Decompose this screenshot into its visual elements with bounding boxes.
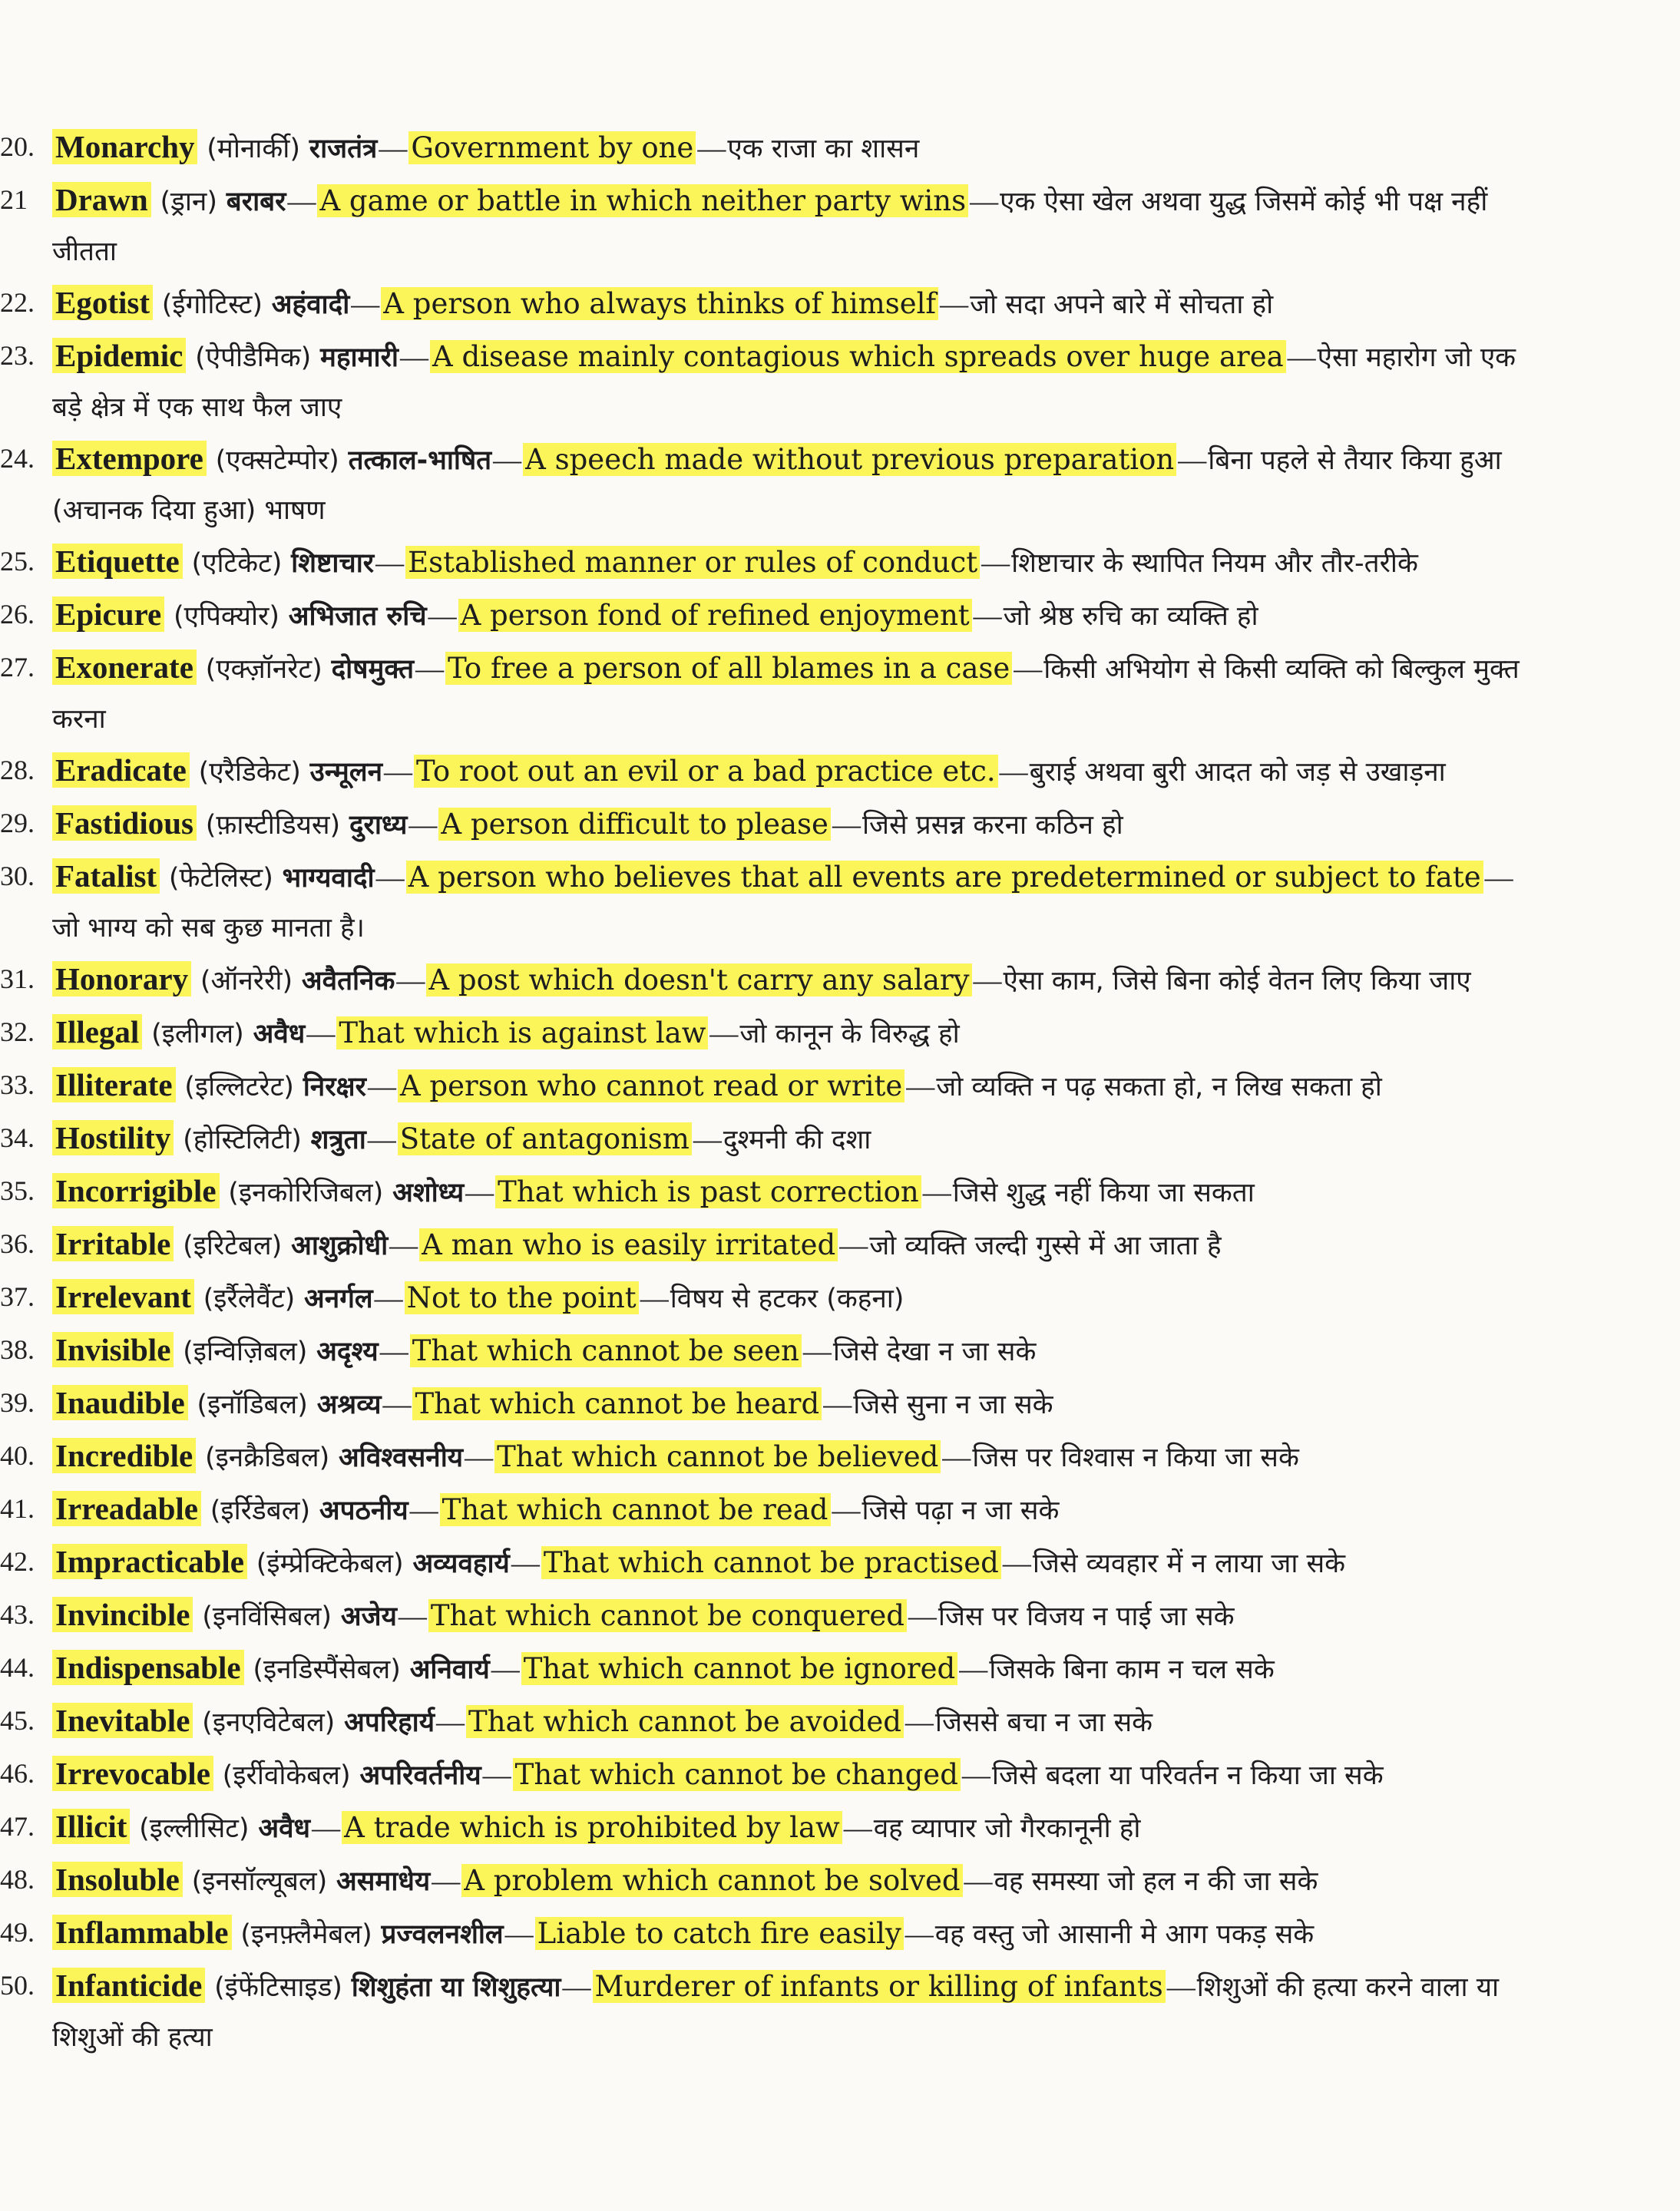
vocabulary-entry xyxy=(0,955,1534,1006)
hindi-term: अवैतनिक xyxy=(301,966,395,996)
pronunciation: (एक्ज़ॉनरेट) xyxy=(205,654,322,685)
separator-dash: — xyxy=(504,1919,534,1950)
english-meaning: Established manner or rules of conduct xyxy=(405,546,980,579)
pronunciation: (इनफ़्लैमेबल) xyxy=(240,1919,372,1950)
vocabulary-entry xyxy=(0,1114,1534,1165)
english-meaning: That which is past correction xyxy=(495,1175,921,1208)
pronunciation: (ऑनरेरी) xyxy=(200,966,293,996)
hindi-meaning: ऐसा महारोग जो एक बड़े क्षेत्र में एक साथ फैल जाए xyxy=(52,342,1516,423)
english-word: Irrevocable xyxy=(52,1756,213,1791)
english-word: Impracticable xyxy=(52,1544,247,1579)
english-meaning: That which cannot be changed xyxy=(513,1758,961,1791)
separator-dash: — xyxy=(697,133,726,164)
entry-number: 40. xyxy=(0,1440,35,1471)
separator-dash: — xyxy=(379,1336,408,1367)
hindi-term: अहंवादी xyxy=(271,289,350,320)
pronunciation: (इनक्रैडिबल) xyxy=(204,1443,330,1473)
hindi-meaning: एक राजा का शासन xyxy=(727,134,920,164)
entry-number: 25. xyxy=(0,546,35,577)
hindi-term: अश्रव्य xyxy=(316,1390,382,1420)
separator-dash: — xyxy=(396,965,425,996)
separator-dash: — xyxy=(1484,862,1513,894)
english-word: Eradicate xyxy=(52,752,190,788)
hindi-term: तत्काल-भाषित xyxy=(348,445,492,476)
english-word: Infanticide xyxy=(52,1968,205,2003)
english-meaning: That which cannot be avoided xyxy=(466,1705,904,1738)
pronunciation: (इल्लिटरेट) xyxy=(184,1072,294,1102)
entry-number: 31. xyxy=(0,963,35,994)
entry-number: 45. xyxy=(0,1705,35,1736)
separator-dash: — xyxy=(961,1760,990,1791)
pronunciation: (इरिटेबल) xyxy=(183,1231,283,1261)
pronunciation: (एपिक्योर) xyxy=(173,601,279,632)
separator-dash: — xyxy=(415,653,445,685)
vocabulary-entry xyxy=(0,746,1534,797)
hindi-term: शिशुहंता या शिशुहत्या xyxy=(351,1972,561,2003)
separator-dash: — xyxy=(432,1866,461,1897)
hindi-term: भाग्यवादी xyxy=(282,863,375,894)
pronunciation: (इनएविटेबल) xyxy=(202,1707,336,1738)
separator-dash: — xyxy=(832,1495,861,1526)
hindi-term: उन्मूलन xyxy=(309,757,383,788)
english-meaning: That which is against law xyxy=(336,1016,708,1049)
entry-number: 47. xyxy=(0,1811,35,1842)
vocabulary-entry xyxy=(0,1538,1534,1588)
english-word: Etiquette xyxy=(52,544,183,579)
hindi-term: बराबर xyxy=(226,187,286,217)
hindi-term: शिष्टाचार xyxy=(291,548,375,579)
separator-dash: — xyxy=(511,1548,540,1579)
separator-dash: — xyxy=(906,1071,935,1102)
english-meaning: To free a person of all blames in a case xyxy=(445,652,1012,685)
pronunciation: (इंम्प्रेक्टिकेबल) xyxy=(256,1548,404,1579)
hindi-meaning: जिसे व्यवहार में न लाया जा सके xyxy=(1032,1548,1346,1579)
vocabulary-entry xyxy=(0,1379,1534,1429)
pronunciation: (ऐपीडैमिक) xyxy=(195,342,312,373)
hindi-term: आशुक्रोधी xyxy=(291,1231,389,1261)
separator-dash: — xyxy=(843,1813,872,1844)
hindi-term: अव्यवहार्य xyxy=(412,1548,510,1579)
separator-dash: — xyxy=(973,965,1002,996)
english-meaning: To root out an evil or a bad practice etc. xyxy=(414,755,998,788)
entry-number: 30. xyxy=(0,861,35,891)
separator-dash: — xyxy=(384,756,413,788)
english-meaning: That which cannot be believed xyxy=(494,1440,941,1473)
hindi-meaning: वह वस्तु जो आसानी मे आग पकड़ सके xyxy=(934,1919,1315,1950)
english-meaning: That which cannot be read xyxy=(440,1493,831,1526)
english-word: Irrelevant xyxy=(52,1279,194,1314)
separator-dash: — xyxy=(367,1124,396,1155)
separator-dash: — xyxy=(904,1707,934,1738)
hindi-meaning: जो कानून के विरुद्ध हो xyxy=(739,1019,960,1049)
hindi-meaning: वह व्यापार जो गैरकानूनी हो xyxy=(873,1813,1141,1844)
english-word: Insoluble xyxy=(52,1862,183,1897)
pronunciation: (ड्रान) xyxy=(160,187,218,217)
separator-dash: — xyxy=(999,756,1028,788)
english-word: Invincible xyxy=(52,1597,193,1632)
entry-number: 49. xyxy=(0,1917,35,1948)
entry-number: 33. xyxy=(0,1069,35,1100)
vocabulary-entry xyxy=(0,1803,1534,1853)
separator-dash: — xyxy=(351,289,380,320)
hindi-meaning: जो सदा अपने बारे में सोचता हो xyxy=(970,289,1274,320)
separator-dash: — xyxy=(312,1813,341,1844)
english-meaning: Murderer of infants or killing of infants xyxy=(593,1970,1166,2003)
separator-dash: — xyxy=(382,1389,412,1420)
vocabulary-entry xyxy=(0,643,1534,744)
english-word: Inevitable xyxy=(52,1703,193,1738)
english-word: Fatalist xyxy=(52,858,160,894)
vocabulary-entry xyxy=(0,852,1534,953)
entry-number: 42. xyxy=(0,1546,35,1577)
separator-dash: — xyxy=(940,289,969,320)
pronunciation: (मोनार्की) xyxy=(207,134,300,164)
hindi-term: अवैध xyxy=(253,1019,306,1049)
entry-number: 43. xyxy=(0,1599,35,1630)
hindi-meaning: जिसे प्रसन्न करना कठिन हो xyxy=(861,810,1123,841)
separator-dash: — xyxy=(1002,1548,1031,1579)
separator-dash: — xyxy=(839,1230,868,1261)
english-word: Exonerate xyxy=(52,649,197,685)
separator-dash: — xyxy=(375,862,405,894)
entry-number: 44. xyxy=(0,1652,35,1683)
separator-dash: — xyxy=(640,1283,669,1314)
separator-dash: — xyxy=(379,133,408,164)
entry-number: 27. xyxy=(0,652,35,682)
pronunciation: (इर्रैलेवैंट) xyxy=(203,1284,296,1314)
separator-dash: — xyxy=(374,1283,403,1314)
hindi-term: अविश्वसनीय xyxy=(339,1443,464,1473)
hindi-meaning: जिसे पढ़ा न जा सके xyxy=(861,1495,1060,1526)
english-meaning: Government by one xyxy=(408,131,696,164)
english-word: Hostility xyxy=(52,1120,174,1155)
english-meaning: That which cannot be ignored xyxy=(521,1652,957,1685)
separator-dash: — xyxy=(970,186,999,217)
vocabulary-entry xyxy=(0,1008,1534,1059)
vocabulary-entry xyxy=(0,1644,1534,1694)
vocabulary-entry xyxy=(0,1485,1534,1535)
separator-dash: — xyxy=(904,1919,934,1950)
entry-number: 38. xyxy=(0,1334,35,1365)
hindi-meaning: जिस पर विश्वास न किया जा सके xyxy=(972,1443,1299,1473)
english-word: Indispensable xyxy=(52,1650,244,1685)
separator-dash: — xyxy=(832,809,861,841)
english-word: Extempore xyxy=(52,441,207,476)
separator-dash: — xyxy=(562,1971,591,2003)
english-word: Inaudible xyxy=(52,1385,188,1420)
pronunciation: (फ़ास्टीडियस) xyxy=(205,810,341,841)
vocabulary-entry xyxy=(0,1273,1534,1324)
hindi-term: अनर्गल xyxy=(304,1284,373,1314)
pronunciation: (एरैडिकेट) xyxy=(198,757,301,788)
vocabulary-entry xyxy=(0,1909,1534,1959)
separator-dash: — xyxy=(482,1760,511,1791)
english-meaning: That which cannot be practised xyxy=(541,1546,1001,1579)
entry-number: 20. xyxy=(0,131,35,162)
english-word: Drawn xyxy=(52,182,151,217)
pronunciation: (ईगोटिस्ट) xyxy=(161,289,263,320)
english-meaning: A person who cannot read or write xyxy=(398,1069,904,1102)
hindi-meaning: जिसे शुद्ध नहीं किया जा सकता xyxy=(952,1178,1255,1208)
separator-dash: — xyxy=(973,600,1002,632)
english-word: Illicit xyxy=(52,1809,130,1844)
hindi-term: असमाधेय xyxy=(336,1866,431,1897)
hindi-meaning: जो श्रेष्ठ रुचि का व्यक्ति हो xyxy=(1003,601,1258,632)
english-meaning: A person who believes that all events are predetermined or subject to fate xyxy=(406,861,1483,894)
pronunciation: (इनडिस्पैंसेबल) xyxy=(253,1654,401,1685)
hindi-meaning: जिस पर विजय न पाई जा सके xyxy=(938,1601,1235,1632)
english-meaning: That which cannot be conquered xyxy=(428,1599,907,1632)
hindi-term: अवैध xyxy=(258,1813,311,1844)
hindi-meaning: किसी अभियोग से किसी व्यक्ति को बिल्कुल मुक्त करना xyxy=(52,654,1520,735)
vocabulary-entry xyxy=(0,176,1534,276)
pronunciation: (इन्विज़िबल) xyxy=(183,1337,308,1367)
english-word: Irreadable xyxy=(52,1491,201,1526)
separator-dash: — xyxy=(908,1601,937,1632)
english-word: Epidemic xyxy=(52,338,186,373)
separator-dash: — xyxy=(1287,342,1316,373)
entry-number: 34. xyxy=(0,1122,35,1153)
hindi-meaning: एक ऐसा खेल अथवा युद्ध जिसमें कोई भी पक्ष नहीं जीतता xyxy=(52,187,1488,267)
english-word: Illegal xyxy=(52,1014,142,1049)
english-word: Invisible xyxy=(52,1332,174,1367)
entry-number: 32. xyxy=(0,1016,35,1047)
english-word: Epicure xyxy=(52,597,164,632)
hindi-meaning: बिना पहले से तैयार किया हुआ (अचानक दिया हुआ) भाषण xyxy=(52,445,1502,526)
pronunciation: (इनसॉल्यूबल) xyxy=(191,1866,328,1897)
entry-number: 39. xyxy=(0,1387,35,1418)
english-meaning: A speech made without previous preparation xyxy=(523,443,1176,476)
pronunciation: (फेटेलिस्ट) xyxy=(168,863,273,894)
vocabulary-entry xyxy=(0,279,1534,329)
entry-number: 22. xyxy=(0,287,35,318)
vocabulary-entry xyxy=(0,435,1534,535)
hindi-term: प्रज्वलनशील xyxy=(381,1919,504,1950)
separator-dash: — xyxy=(1014,653,1043,685)
separator-dash: — xyxy=(493,445,522,476)
separator-dash: — xyxy=(823,1389,852,1420)
hindi-term: अपरिवर्तनीय xyxy=(359,1760,481,1791)
pronunciation: (इनकोरिजिबल) xyxy=(228,1178,384,1208)
vocabulary-entry xyxy=(0,1750,1534,1800)
hindi-meaning: जिसे देखा न जा सके xyxy=(832,1337,1037,1367)
english-meaning: A game or battle in which neither party wins xyxy=(317,184,968,217)
english-word: Egotist xyxy=(52,285,153,320)
hindi-meaning: शिष्टाचार के स्थापित नियम और तौर-तरीके xyxy=(1011,548,1418,579)
english-meaning: That which cannot be heard xyxy=(412,1387,822,1420)
separator-dash: — xyxy=(922,1177,951,1208)
vocabulary-entry xyxy=(0,537,1534,588)
pronunciation: (इनविंसिबल) xyxy=(202,1601,332,1632)
english-word: Inflammable xyxy=(52,1915,232,1950)
hindi-term: महामारी xyxy=(320,342,399,373)
hindi-meaning: जिसे सुना न जा सके xyxy=(853,1390,1053,1420)
pronunciation: (इलीगल) xyxy=(151,1019,244,1049)
separator-dash: — xyxy=(1178,445,1207,476)
separator-dash: — xyxy=(942,1442,971,1473)
hindi-term: शत्रुता xyxy=(310,1125,366,1155)
hindi-term: अशोध्य xyxy=(392,1178,465,1208)
separator-dash: — xyxy=(491,1654,520,1685)
vocabulary-entry xyxy=(0,1591,1534,1641)
separator-dash: — xyxy=(367,1071,396,1102)
english-word: Fastidious xyxy=(52,805,197,841)
english-word: Incorrigible xyxy=(52,1173,220,1208)
english-meaning: A person fond of refined enjoyment xyxy=(458,599,972,632)
english-word: Illiterate xyxy=(52,1067,176,1102)
separator-dash: — xyxy=(802,1336,832,1367)
hindi-meaning: शिशुओं की हत्या करने वाला या शिशुओं की हत्या xyxy=(52,1972,1500,2053)
separator-dash: — xyxy=(964,1866,993,1897)
hindi-meaning: जो व्यक्ति न पढ़ सकता हो, न लिख सकता हो xyxy=(936,1072,1382,1102)
english-meaning: A problem which cannot be solved xyxy=(461,1864,962,1897)
pronunciation: (एटिकेट) xyxy=(191,548,283,579)
hindi-term: अजेय xyxy=(340,1601,397,1632)
hindi-term: अभिजात रुचि xyxy=(288,601,427,632)
hindi-term: निरक्षर xyxy=(303,1072,366,1102)
hindi-meaning: बुराई अथवा बुरी आदत को जड़ से उखाड़ना xyxy=(1029,757,1446,788)
separator-dash: — xyxy=(409,1495,438,1526)
entry-number: 46. xyxy=(0,1758,35,1789)
english-meaning: A post which doesn't carry any salary xyxy=(426,963,971,996)
hindi-term: अपठनीय xyxy=(319,1495,408,1526)
pronunciation: (इर्रिडेबल) xyxy=(210,1495,311,1526)
hindi-meaning: जिससे बचा न जा सके xyxy=(934,1707,1153,1738)
separator-dash: — xyxy=(981,547,1010,579)
separator-dash: — xyxy=(709,1018,739,1049)
separator-dash: — xyxy=(959,1654,988,1685)
entry-number: 28. xyxy=(0,755,35,785)
entry-number: 50. xyxy=(0,1970,35,2001)
entry-number: 37. xyxy=(0,1281,35,1312)
hindi-meaning: दुश्मनी की दशा xyxy=(723,1125,871,1155)
hindi-meaning: जो भाग्य को सब कुछ मानता है। xyxy=(52,913,365,944)
vocabulary-entry xyxy=(0,590,1534,641)
english-meaning: A disease mainly contagious which spreads over huge area xyxy=(430,340,1286,373)
hindi-meaning: जो व्यक्ति जल्दी गुस्से में आ जाता है xyxy=(869,1231,1222,1261)
english-meaning: A person difficult to please xyxy=(438,808,831,841)
entry-number: 35. xyxy=(0,1175,35,1206)
hindi-term: अपरिहार्य xyxy=(344,1707,435,1738)
separator-dash: — xyxy=(428,600,457,632)
vocabulary-entry xyxy=(0,1697,1534,1747)
vocabulary-entry xyxy=(0,123,1534,174)
vocabulary-entry xyxy=(0,1432,1534,1482)
hindi-meaning: जिसके बिना काम न चल सके xyxy=(989,1654,1275,1685)
separator-dash: — xyxy=(693,1124,722,1155)
vocabulary-entry xyxy=(0,1061,1534,1112)
hindi-term: अनिवार्य xyxy=(409,1654,490,1685)
entry-number: 41. xyxy=(0,1493,35,1524)
entry-number: 24. xyxy=(0,443,35,474)
pronunciation: (इल्लीसिट) xyxy=(139,1813,250,1844)
separator-dash: — xyxy=(375,547,405,579)
hindi-meaning: जिसे बदला या परिवर्तन न किया जा सके xyxy=(991,1760,1384,1791)
english-meaning: That which cannot be seen xyxy=(410,1334,802,1367)
english-word: Irritable xyxy=(52,1226,174,1261)
hindi-term: राजतंत्र xyxy=(309,134,378,164)
separator-dash: — xyxy=(389,1230,418,1261)
separator-dash: — xyxy=(408,809,438,841)
separator-dash: — xyxy=(398,1601,427,1632)
hindi-term: अदृश्य xyxy=(316,1337,379,1367)
hindi-meaning: वह समस्या जो हल न की जा सके xyxy=(994,1866,1318,1897)
vocabulary-entry xyxy=(0,1961,1534,2062)
vocabulary-list xyxy=(0,123,1534,2062)
pronunciation: (एक्सटेम्पोर) xyxy=(215,445,339,476)
english-word: Monarchy xyxy=(52,129,197,164)
vocabulary-entry xyxy=(0,1326,1534,1377)
entry-number: 23. xyxy=(0,340,35,371)
vocabulary-entry xyxy=(0,1220,1534,1271)
separator-dash: — xyxy=(436,1707,465,1738)
entry-number: 48. xyxy=(0,1864,35,1895)
english-word: Honorary xyxy=(52,961,191,996)
vocabulary-entry xyxy=(0,1167,1534,1218)
hindi-meaning: विषय से हटकर (कहना) xyxy=(670,1284,904,1314)
entry-number: 21 xyxy=(0,184,28,215)
entry-number: 26. xyxy=(0,599,35,630)
hindi-term: दुराध्य xyxy=(349,810,408,841)
pronunciation: (इंफेंटिसाइड) xyxy=(214,1972,342,2003)
entry-number: 29. xyxy=(0,808,35,838)
english-meaning: A trade which is prohibited by law xyxy=(342,1811,842,1844)
pronunciation: (इनॉडिबल) xyxy=(197,1390,308,1420)
separator-dash: — xyxy=(287,186,316,217)
vocabulary-entry xyxy=(0,1856,1534,1906)
hindi-meaning: ऐसा काम, जिसे बिना कोई वेतन लिए किया जाए xyxy=(1003,966,1471,996)
pronunciation: (इर्रीवोकेबल) xyxy=(222,1760,351,1791)
english-meaning: Liable to catch fire easily xyxy=(535,1917,904,1950)
english-word: Incredible xyxy=(52,1438,196,1473)
separator-dash: — xyxy=(400,342,429,373)
hindi-term: दोषमुक्त xyxy=(331,654,415,685)
entry-number: 36. xyxy=(0,1228,35,1259)
separator-dash: — xyxy=(306,1018,336,1049)
english-meaning: Not to the point xyxy=(405,1281,639,1314)
vocabulary-entry xyxy=(0,799,1534,850)
english-meaning: A person who always thinks of himself xyxy=(381,287,938,320)
vocabulary-entry xyxy=(0,332,1534,432)
pronunciation: (होस्टिलिटी) xyxy=(183,1125,302,1155)
english-meaning: State of antagonism xyxy=(398,1122,692,1155)
english-meaning: A man who is easily irritated xyxy=(419,1228,838,1261)
separator-dash: — xyxy=(1166,1971,1196,2003)
separator-dash: — xyxy=(465,1442,494,1473)
separator-dash: — xyxy=(465,1177,494,1208)
